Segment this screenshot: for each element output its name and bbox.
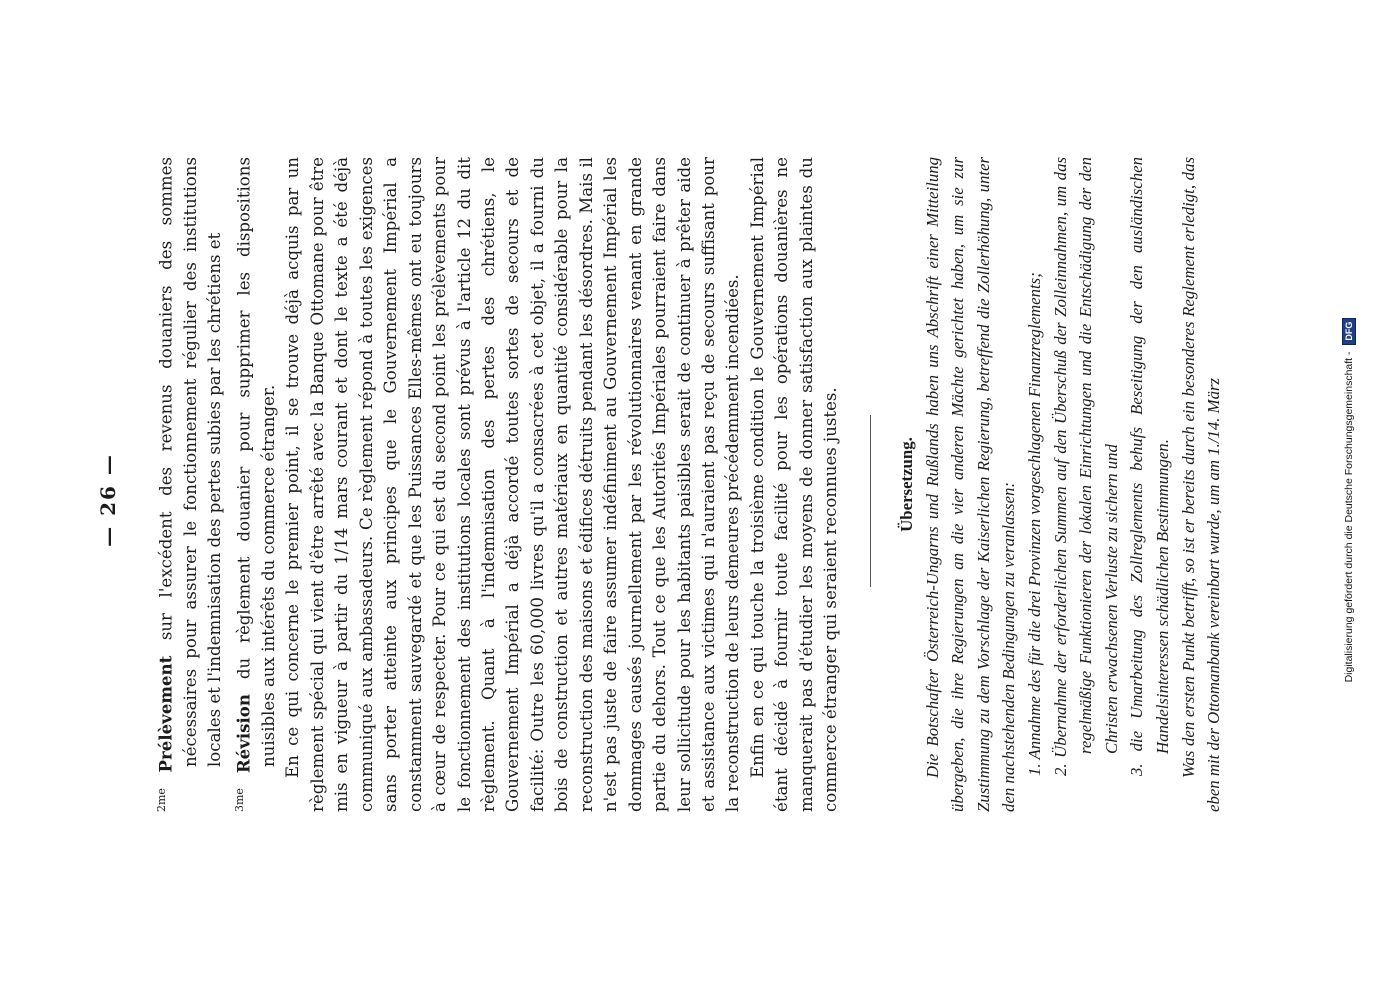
item-marker: 2me [155,788,168,812]
list-item: 3. die Umarbeitung des Zollreglements behufs Beseitigung der den ausländischen Handelsinteressen schädlichen Bestimmungen. [1127,157,1172,776]
digitization-text: Digitalisierung gefördert durch die Deutsche Forschungsgemeinschaft - [1342,351,1355,683]
digitization-note [1342,70,1356,930]
page-number: — 26 — [96,453,120,547]
item-lead: Révision [233,694,254,774]
list-item [150,157,228,812]
item-marker: 3me [232,788,246,812]
paragraph: En ce qui concerne le premier point, il se trouve déjà acquis par un règlement spécial qui vient d'être arrêté avec la Banque Ottomane pour être mis en vigueur à partir du 1/14 mars courant et dont le texte a été déjà communiqué aux ambassadeurs. Ce règlement répond à toutes les exigences sans porter atteinte aux principes que le Gouvernement Impérial a constamment sauvegardé et que les Puissances Elles-mêmes ont eu toujours à cœur de respecter. Pour ce qui est du second point les prélèvements pour le fonctionnement des institutions locales sont prévus à l'article 12 du dit règlement. Quant à l'indemnisation des pertes des chrétiens, le Gouvernement Impérial a déjà accordé toutes sortes de secours et de facilité: Outre les 60,000 livres qu'il a consacrées à cet objet, il a fourni du bois de construction et autres matériaux en quantité considérable pour la reconstruction des maisons et édifices détruits pendant les désordres. Mais il n'est pas juste de faire assumer indéfiniment au Gouvernement Impérial les dommages causés journellement par les révolutionnaires venant en grande partie du dehors. Tout ce que les Autorités Impériales pourraient faire dans leur sollicitude pour les habitants paisibles serait de continuer à prêter aide et assistance aux victimes qui n'auraient pas reçu de secours suffisant pour la reconstruction de leurs demeures précédemment incendiées. [283,157,743,812]
paragraph: Die Botschafter Österreich-Ungarns und Rußlands haben uns Abschrift einer Mitteilung übergeben, die ihre Regierungen an die vier anderen Mächte gerichtet haben, um sie zur Zustimmung zu dem Vorschlage der Kaiserlichen Regierung, betreffend die Zollerhöhung, unter den nachstehenden Bedingungen zu veranlassen: [922,157,1019,812]
separator-rule [870,415,871,587]
item-lead: Prélèvement [155,655,176,773]
list-item: 2. Übernahme der erforderlichen Summen auf den Überschuß der Zolleinnahmen, um das regelmäßige Funktionieren der lokalen Einrichtungen und die Entschädigung der den Christen erwachsenen Verluste zu sichern und [1050,157,1121,776]
item-text: du règlement douanier pour supprimer les dispositions nuisibles aux intérêts du commerce étranger. [234,157,278,767]
paragraph: Was den ersten Punkt betrifft, so ist er bereits durch ein besonderes Reglement erledigt, das eben mit der Ottomanbank vereinbart wurde, um am 1./14. März [1178,157,1224,812]
paragraph: Enfin en ce qui touche la troisième condition le Gouvernement Impérial étant décidé à fournir toute facilité pour les opérations douanières ne manquerait pas d'étudier les moyens de donner satisfaction aux plaintes du commerce étranger qui seraient reconnues justes. [747,157,841,812]
translation-heading: Übersetzung. [897,437,916,532]
list-item [228,157,281,812]
dfg-logo: DFG [1342,318,1356,345]
item-text: sur l'excédent des revenus douaniers des sommes nécessaires pour assurer le fonctionnement régulier des institutions locales et l'indemnisation des pertes subies par les chrétiens et [156,157,225,767]
french-text [150,157,844,812]
list-item: 1. Annahme des für die drei Provinzen vorgeschlagenen Finanzreglements; [1024,272,1044,776]
german-text [894,157,1227,812]
